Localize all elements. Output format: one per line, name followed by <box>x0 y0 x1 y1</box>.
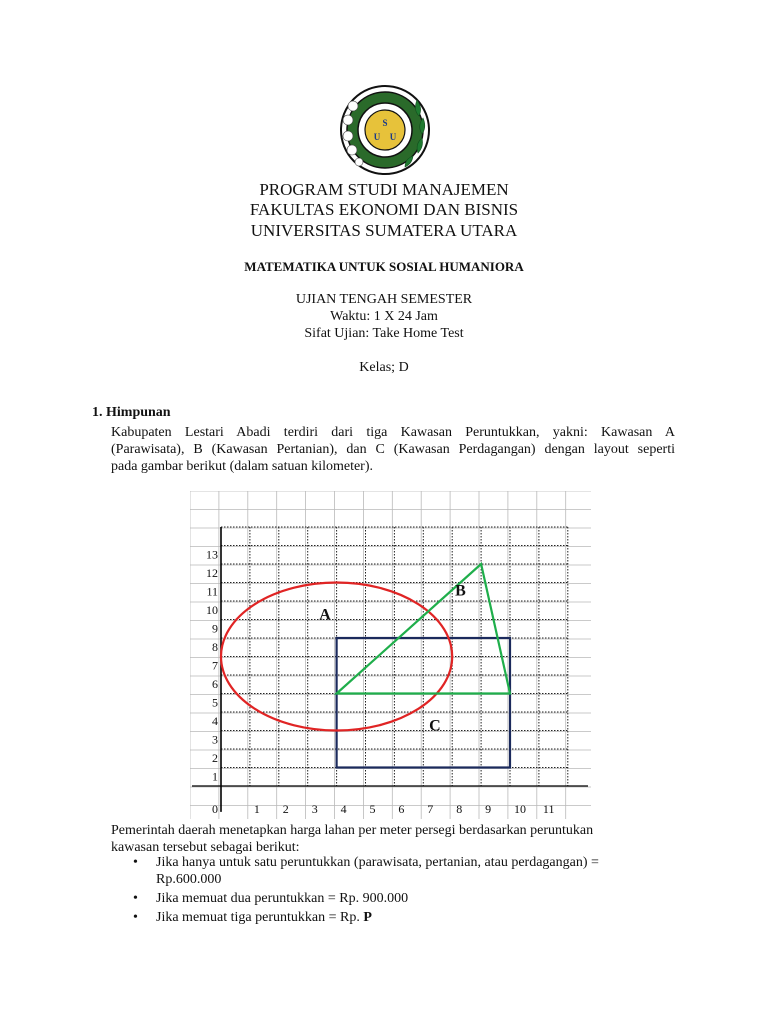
pricing-line: Pemerintah daerah menetapkan harga lahan per meter persegi berdasarkan peruntukan <box>111 823 594 838</box>
intro-line: pada gambar berikut (dalam satuan kilometer). <box>111 459 374 474</box>
x-tick-label: 10 <box>514 802 526 816</box>
pricing-line: kawasan tersebut sebagai berikut: <box>111 840 300 855</box>
logo-letter-s: S <box>382 118 388 128</box>
y-tick-label: 3 <box>212 732 218 747</box>
region-grid-figure <box>190 491 591 819</box>
x-tick-label: 7 <box>427 802 434 816</box>
bullet-text-wrap <box>156 909 671 926</box>
x-tick-label: 3 <box>311 802 318 816</box>
y-tick-label: 1 <box>212 769 218 784</box>
list-item <box>111 909 671 926</box>
x-tick-label: 0 <box>212 802 218 816</box>
x-tick-label: 11 <box>542 802 555 816</box>
bullet-text: Jika memuat dua peruntukkan = Rp. 900.000 <box>156 891 409 906</box>
intro-line: Kabupaten Lestari Abadi terdiri dari tiga Kawasan Peruntukkan, yakni: Kawasan A <box>111 425 675 440</box>
y-tick-label: 11 <box>206 584 218 599</box>
list-item <box>111 854 671 888</box>
x-tick-label: 4 <box>340 802 347 816</box>
y-tick-label: 13 <box>206 547 218 562</box>
y-tick-label: 12 <box>206 566 218 580</box>
y-tick-label: 8 <box>212 640 218 654</box>
course-title: MATEMATIKA UNTUK SOSIAL HUMANIORA <box>244 259 524 274</box>
bullet-text: Jika hanya untuk satu peruntukkan (parawisata, pertanian, atau perdagangan) = <box>156 855 599 870</box>
university-title: UNIVERSITAS SUMATERA UTARA <box>250 221 518 240</box>
bullet-icon: • <box>133 855 138 870</box>
intro-paragraph <box>111 424 675 475</box>
exam-nature: Sifat Ujian: Take Home Test <box>304 326 464 341</box>
region-label-c: C <box>429 717 441 735</box>
x-tick-label: 9 <box>485 802 492 816</box>
pricing-intro <box>111 822 671 856</box>
region-label-b: B <box>455 582 466 600</box>
bullet-text-cont: Rp.600.000 <box>156 872 222 887</box>
exam-time: Waktu: 1 X 24 Jam <box>330 309 438 324</box>
pricing-list <box>111 854 671 928</box>
logo-letter-u2: U <box>389 132 397 142</box>
logo-letter-u1: U <box>373 132 381 142</box>
class-label: Kelas; D <box>359 360 409 375</box>
list-item <box>111 890 671 907</box>
x-tick-label: 8 <box>456 802 463 816</box>
y-tick-label: 10 <box>206 603 218 617</box>
university-logo <box>339 84 431 176</box>
y-tick-label: 5 <box>212 695 218 710</box>
y-tick-label: 7 <box>212 658 218 673</box>
y-tick-label: 9 <box>212 621 218 636</box>
region-label-a: A <box>319 606 331 624</box>
x-tick-label: 1 <box>253 802 260 816</box>
faculty-title: FAKULTAS EKONOMI DAN BISNIS <box>249 200 519 219</box>
bullet-text: Jika memuat tiga peruntukkan = Rp. <box>156 910 364 925</box>
price-variable: P <box>363 910 372 925</box>
y-tick-label: 6 <box>212 677 218 691</box>
region-figure <box>190 491 591 819</box>
program-title: PROGRAM STUDI MANAJEMEN <box>259 180 509 199</box>
bullet-icon: • <box>133 910 138 925</box>
exam-title: UJIAN TENGAH SEMESTER <box>295 292 473 307</box>
bullet-icon: • <box>133 891 138 906</box>
x-tick-label: 2 <box>282 802 289 816</box>
intro-line: (Parawisata), B (Kawasan Pertanian), dan C (Kawasan Perdagangan) dengan layout seperti <box>111 442 675 457</box>
y-tick-label: 4 <box>212 714 218 728</box>
x-tick-label: 6 <box>398 802 405 816</box>
x-tick-label: 5 <box>369 802 376 816</box>
y-tick-label: 2 <box>212 751 218 765</box>
section-heading: 1. Himpunan <box>92 405 171 420</box>
